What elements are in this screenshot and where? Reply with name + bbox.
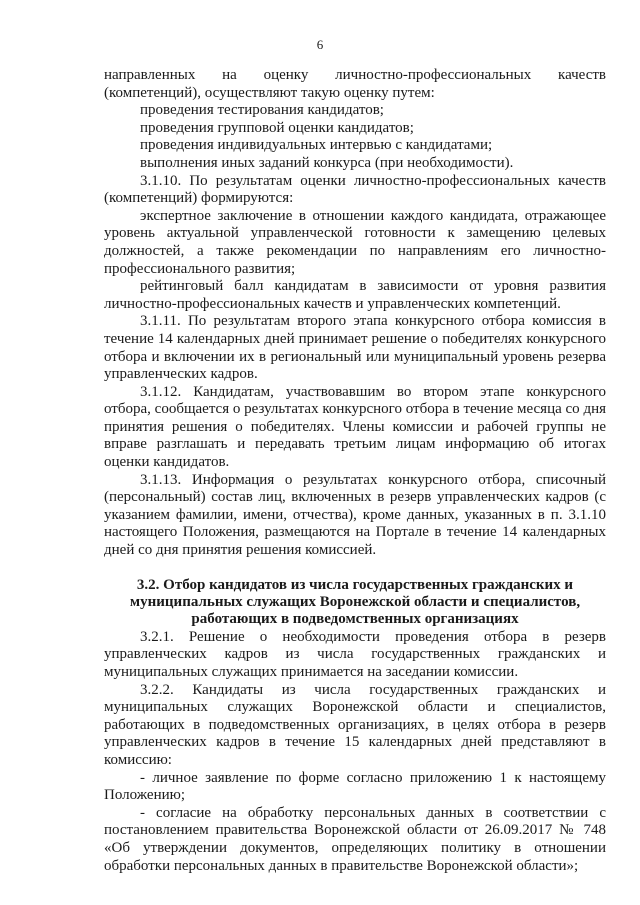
paragraph: выполнения иных заданий конкурса (при необходимости). — [140, 154, 514, 171]
paragraph: направленных на оценку личностно-профессиональных качеств (компетенций), осуществляют такую оценку путем: — [104, 67, 606, 101]
paragraph: проведения групповой оценки кандидатов; — [140, 119, 414, 136]
paragraph: 3.1.12. Кандидатам, участвовавшим во втором этапе конкурсного отбора, сообщается о результатах конкурсного отбора в течение месяца со дня принятия решения о победителях. Члены комиссии и рабочей группы не вправе разглашать и передавать третьим лицам информацию об итогах оценки кандидатов. — [104, 383, 606, 471]
paragraph: проведения тестирования кандидатов; — [140, 102, 384, 119]
paragraphs-after-section — [104, 629, 606, 875]
document-body — [104, 67, 606, 875]
paragraph: 3.2.1. Решение о необходимости проведения отбора в резерв управленческих кадров из числа государственных гражданских и муниципальных служащих принимается на заседании комиссии. — [104, 628, 606, 681]
paragraphs-before-section — [104, 67, 606, 560]
paragraph: - согласие на обработку персональных данных в соответствии с постановлением правительства Воронежской области от 26.09.2017 № 748 «Об утверждении документов, определяющих политику в отношении обработки персональных данных в правительстве Воронежской области»; — [104, 804, 606, 874]
paragraph: 3.2.2. Кандидаты из числа государственных гражданских и муниципальных служащих Воронежской области и специалистов, работающих в подведомственных организациях, в целях отбора в резерв управленческих кадров в течение 15 календарных дней представляют в комиссию: — [104, 681, 606, 768]
section-heading — [104, 577, 606, 629]
section-heading-line: 3.2. Отбор кандидатов из числа государственных гражданских и — [136, 576, 574, 593]
section-heading-line: работающих в подведомственных организациях — [191, 611, 519, 628]
paragraph: 3.1.13. Информация о результатах конкурсного отбора, списочный (персональный) состав лиц, включенных в резерв управленческих кадров (с указанием фамилии, имени, отчества), кроме данных, указанных в п. 3.1.10 настоящего Положения, размещаются на Портале в течение 14 календарных дней со дня принятия решения комиссией. — [104, 471, 606, 559]
paragraph: экспертное заключение в отношении каждого кандидата, отражающее уровень актуальной управленческой готовности к замещению целевых должностей, а также рекомендации по направлениям его личностно-профессионального развития; — [104, 207, 606, 277]
paragraph: рейтинговый балл кандидатам в зависимости от уровня развития личностно-профессиональных качеств и управленческих компетенций. — [104, 278, 606, 312]
section-heading-line: муниципальных служащих Воронежской области и специалистов, — [129, 594, 581, 611]
paragraph: проведения индивидуальных интервью с кандидатами; — [140, 137, 493, 154]
paragraph: 3.1.11. По результатам второго этапа конкурсного отбора комиссия в течение 14 календарных дней принимает решение о победителях конкурсного отбора и включении их в региональный или муниципальный уровень резерва управленческих кадров. — [104, 313, 606, 383]
paragraph: - личное заявление по форме согласно приложению 1 к настоящему Положению; — [104, 769, 606, 804]
paragraph: 3.1.10. По результатам оценки личностно-профессиональных качеств (компетенций) формируются: — [104, 172, 606, 207]
page-number: 6 — [316, 37, 324, 52]
